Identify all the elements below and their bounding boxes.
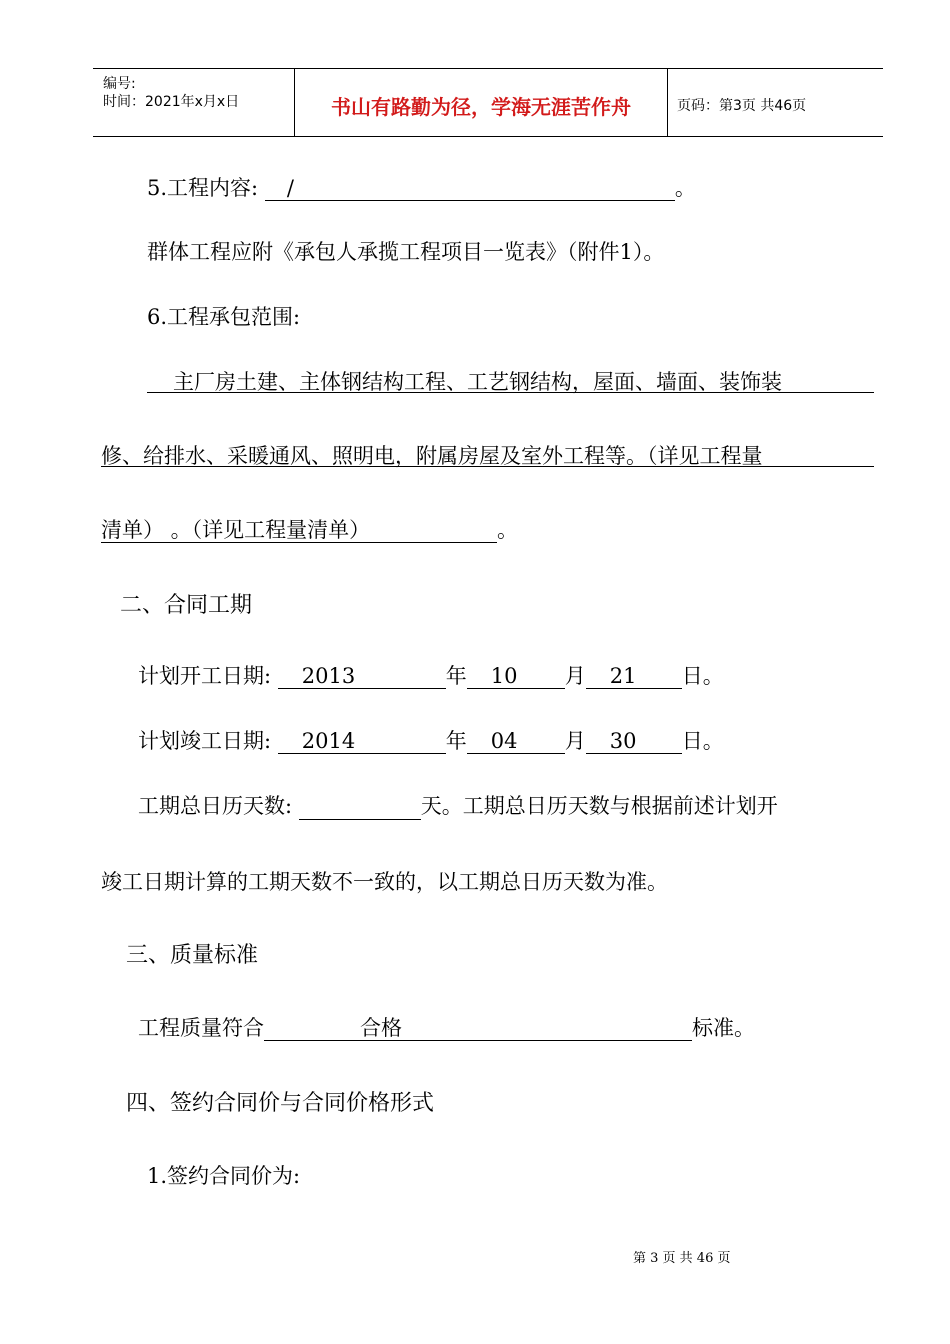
total-days-note: 竣工日期计算的工期天数不一致的，以工期总日历天数为准。 [101,870,668,894]
scope-line-3 [101,514,518,544]
end-label: 计划竣工日期: [138,729,272,753]
scope-underline-2 [101,466,874,467]
section-heading-schedule: 二、合同工期 [120,593,253,618]
scope-underline-1 [147,392,874,393]
item5-end: 。 [674,176,696,200]
quality-label: 工程质量符合 [138,1016,264,1040]
scope-line-2: 修、给排水、采暖通风、照明电，附属房屋及室外工程等。（详见工程量 [101,444,763,468]
start-year: 2013 [278,665,446,689]
header-page-label: 页码：第3页 共46页 [677,98,807,114]
end-month: 04 [467,730,565,754]
year-unit: 年 [445,729,467,753]
day-unit: 日。 [681,729,724,753]
group-note: 群体工程应附《承包人承揽工程项目一览表》（附件1）。 [147,240,665,264]
start-label: 计划开工日期: [138,664,272,688]
month-unit: 月 [564,729,586,753]
contract-price-label: 1.签约合同价为: [147,1164,301,1188]
quality-end: 标准。 [692,1016,755,1040]
section-heading-price: 四、签约合同价与合同价格形式 [126,1091,435,1116]
page-header [93,68,883,137]
scope-line-3-text: 清单） 。（详见工程量清单） [101,519,497,543]
quality-line [138,1012,755,1042]
start-day: 21 [586,665,682,689]
total-days-value [299,795,421,820]
header-motto: 书山有路勤为径，学海无涯苦作舟 [331,95,631,119]
end-date-line [138,725,724,755]
year-unit: 年 [445,664,467,688]
header-time-label: 时间：2021年x月x日 [103,94,240,110]
total-label: 工期总日历天数: [138,794,293,818]
end-day: 30 [586,730,682,754]
item6-label: 6.工程承包范围: [147,305,301,329]
start-month: 10 [467,665,565,689]
item5-line [147,172,696,202]
scope-line-1: 主厂房土建、主体钢结构工程、工艺钢结构，屋面、墙面、装饰装 [173,370,782,394]
section-heading-quality: 三、质量标准 [126,943,259,968]
day-unit: 日。 [681,664,724,688]
page-footer: 第 3 页 共 46 页 [633,1251,731,1266]
total-days-line [138,790,778,820]
quality-value: 合格 [264,1017,692,1041]
month-unit: 月 [564,664,586,688]
start-date-line [138,660,724,690]
end-year: 2014 [278,730,446,754]
item5-label: 5.工程内容: [147,176,259,200]
total-text: 天。工期总日历天数与根据前述计划开 [420,794,778,818]
scope-end: 。 [497,518,518,542]
item5-value: / [265,177,675,201]
header-number-label: 编号: [103,76,136,92]
header-divider [667,69,668,136]
